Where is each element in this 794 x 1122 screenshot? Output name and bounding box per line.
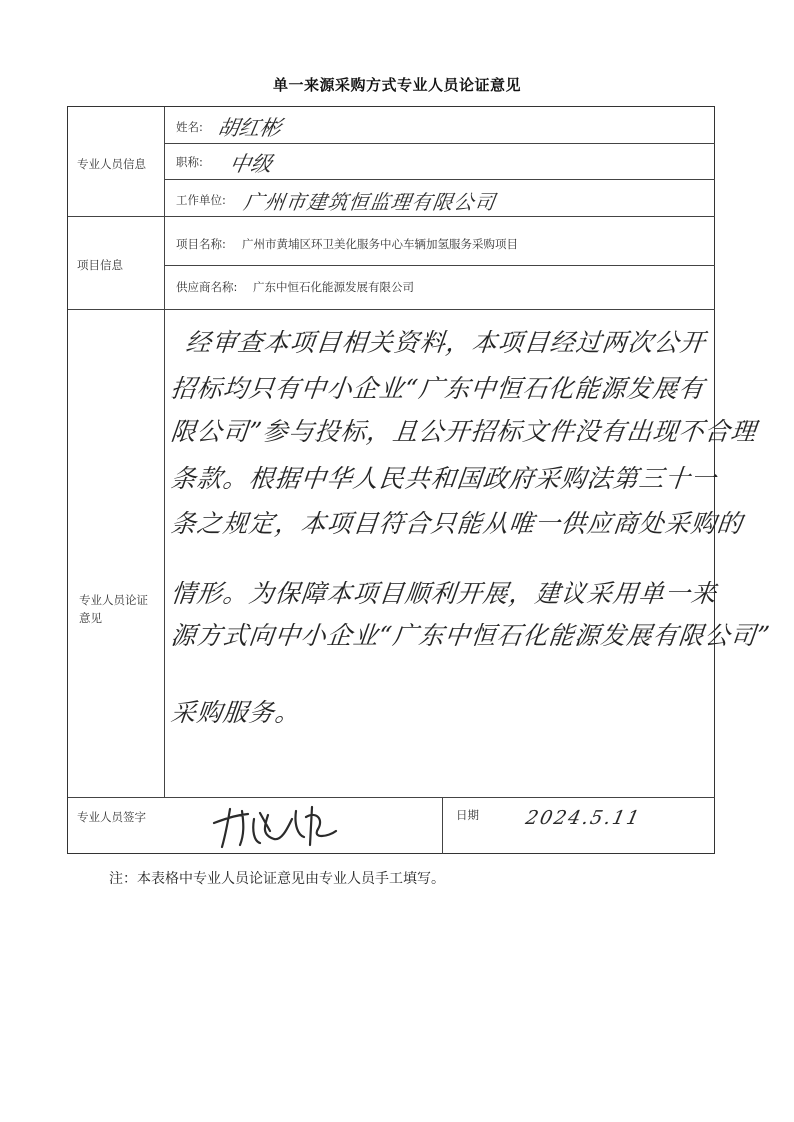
name-handwritten-value: 胡红彬 (215, 116, 283, 140)
supplier-name-label: 供应商名称: (176, 280, 238, 294)
opinion-line: 条之规定，本项目符合只能从唯一供应商处采购的 (169, 509, 745, 538)
opinion-line: 限公司”参与投标，且公开招标文件没有出现不合理 (169, 417, 759, 446)
signature-image (208, 801, 368, 853)
row-divider-name (164, 143, 715, 144)
opinion-label-line1: 专业人员论证 (79, 593, 148, 607)
title-field-label: 职称: (176, 155, 203, 169)
supplier-name-value: 广东中恒石化能源发展有限公司 (253, 280, 414, 294)
employer-handwritten-value: 广州市建筑恒监理有限公司 (242, 190, 498, 214)
opinion-line: 经审查本项目相关资料，本项目经过两次公开 (184, 328, 708, 357)
signature-label: 专业人员签字 (77, 810, 146, 824)
row-divider-project (164, 265, 715, 266)
project-info-label: 项目信息 (77, 258, 123, 272)
date-handwritten-value: 2024.5.11 (523, 807, 644, 829)
signature-date-divider (442, 797, 443, 854)
row-divider-title (164, 179, 715, 180)
column-divider (164, 107, 165, 797)
expert-info-label: 专业人员信息 (77, 157, 146, 171)
opinion-line: 招标均只有中小企业“广东中恒石化能源发展有 (169, 374, 707, 403)
project-name-label: 项目名称: (176, 237, 226, 251)
project-name-value: 广州市黄埔区环卫美化服务中心车辆加氢服务采购项目 (242, 237, 518, 251)
name-field-label: 姓名: (176, 120, 203, 134)
opinion-line: 条款。根据中华人民共和国政府采购法第三十一 (169, 464, 719, 493)
section-divider-project (68, 309, 715, 310)
form-table (67, 106, 772, 854)
section-divider-expert (68, 216, 715, 217)
employer-field-label: 工作单位: (176, 193, 226, 207)
page-title: 单一来源采购方式专业人员论证意见 (272, 76, 521, 94)
section-divider-opinion (68, 797, 715, 798)
footnote: 注：本表格中专业人员论证意见由专业人员手工填写。 (109, 871, 445, 887)
opinion-line: 情形。为保障本项目顺利开展，建议采用单一来 (169, 579, 719, 608)
date-label: 日期 (456, 808, 479, 822)
opinion-line: 源方式向中小企业“广东中恒石化能源发展有限公司” (169, 621, 772, 650)
title-handwritten-value: 中级 (227, 152, 274, 176)
opinion-line: 采购服务。 (169, 698, 303, 727)
opinion-label-line2: 意见 (79, 611, 102, 625)
